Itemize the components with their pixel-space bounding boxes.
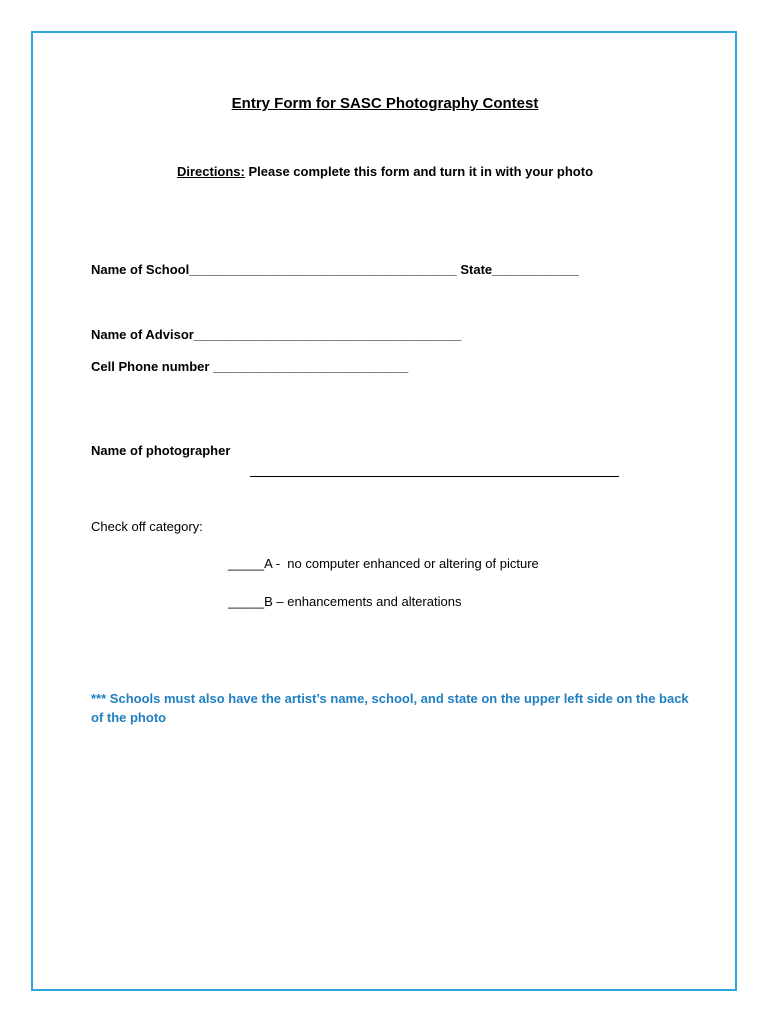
form-title xyxy=(0,96,770,111)
school-state-field[interactable]: Name of School_____________________________________ State____________ xyxy=(91,262,579,277)
cell-phone-field[interactable]: Cell Phone number ___________________________ xyxy=(91,359,409,374)
category-label: Check off category: xyxy=(91,519,203,534)
directions-text: Please complete this form and turn it in with your photo xyxy=(244,164,594,179)
photographer-name-line[interactable] xyxy=(250,476,619,477)
directions-label: Directions: xyxy=(176,164,245,179)
advisor-field[interactable]: Name of Advisor_____________________________________ xyxy=(91,327,462,342)
photographer-label: Name of photographer xyxy=(91,443,231,458)
photo-back-note: *** Schools must also have the artist’s name, school, and state on the upper left side on the back of the photo xyxy=(91,691,689,725)
directions xyxy=(0,165,770,178)
category-option-b[interactable]: _____B – enhancements and alterations xyxy=(228,594,462,609)
form-title-text: Entry Form for SASC Photography Contest xyxy=(231,95,539,112)
category-option-a[interactable]: _____A - no computer enhanced or altering of picture xyxy=(228,556,539,571)
